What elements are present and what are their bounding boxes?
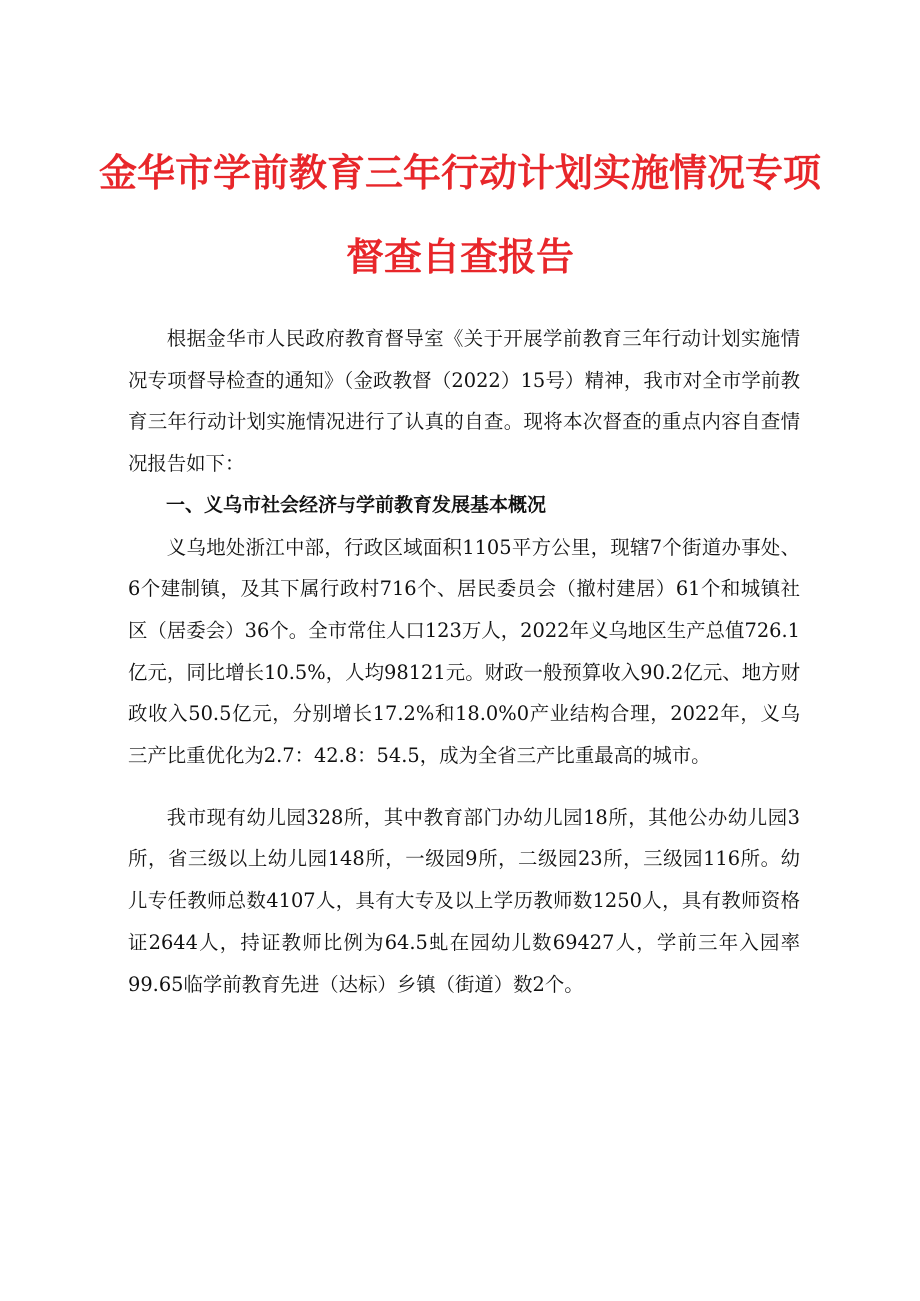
document-title-line-1: 金华市学前教育三年行动计划实施情况专项 (98, 151, 821, 195)
paragraph-kindergarten-stats: 我市现有幼儿园328所，其中教育部门办幼儿园18所，其他公办幼儿园3所，省三级以上幼儿园148所，一级园9所，二级园23所，三级园116所。幼儿专任教师总数4107人，具有大专及以上学历教师数1250人，具有教师资格证2644人，持证教师比例为64.5虬在园幼儿数69427人，学前三年入园率99.65临学前教育先进（达标）乡镇（街道）数2个。 (128, 805, 800, 996)
section-heading-1: 一、义乌市社会经济与学前教育发展基本概况 (166, 493, 547, 516)
paragraph-yiwu-overview: 义乌地处浙江中部，行政区域面积1105平方公里，现辖7个街道办事处、6个建制镇，及其下属行政村716个、居民委员会（撤村建居）61个和城镇社区（居委会）36个。全市常住人口123万人，2022年义乌地区生产总值726.1亿元，同比增长10.5%，人均98121元。财政一般预算收入90.2亿元、地方财政收入50.5亿元，分别增长17.2%和18.0%0产业结构合理，2022年，义乌三产比重优化为2.7：42.8：54.5，成为全省三产比重最高的城市。 (128, 535, 800, 768)
paragraph-intro: 根据金华市人民政府教育督导室《关于开展学前教育三年行动计划实施情况专项督导检查的通知》（金政教督（2022）15号）精神，我市对全市学前教育三年行动计划实施情况进行了认真的自查。现将本次督查的重点内容自查情况报告如下： (128, 327, 800, 476)
document-body (128, 318, 800, 1005)
document-title-line-2: 督查自查报告 (345, 235, 574, 279)
